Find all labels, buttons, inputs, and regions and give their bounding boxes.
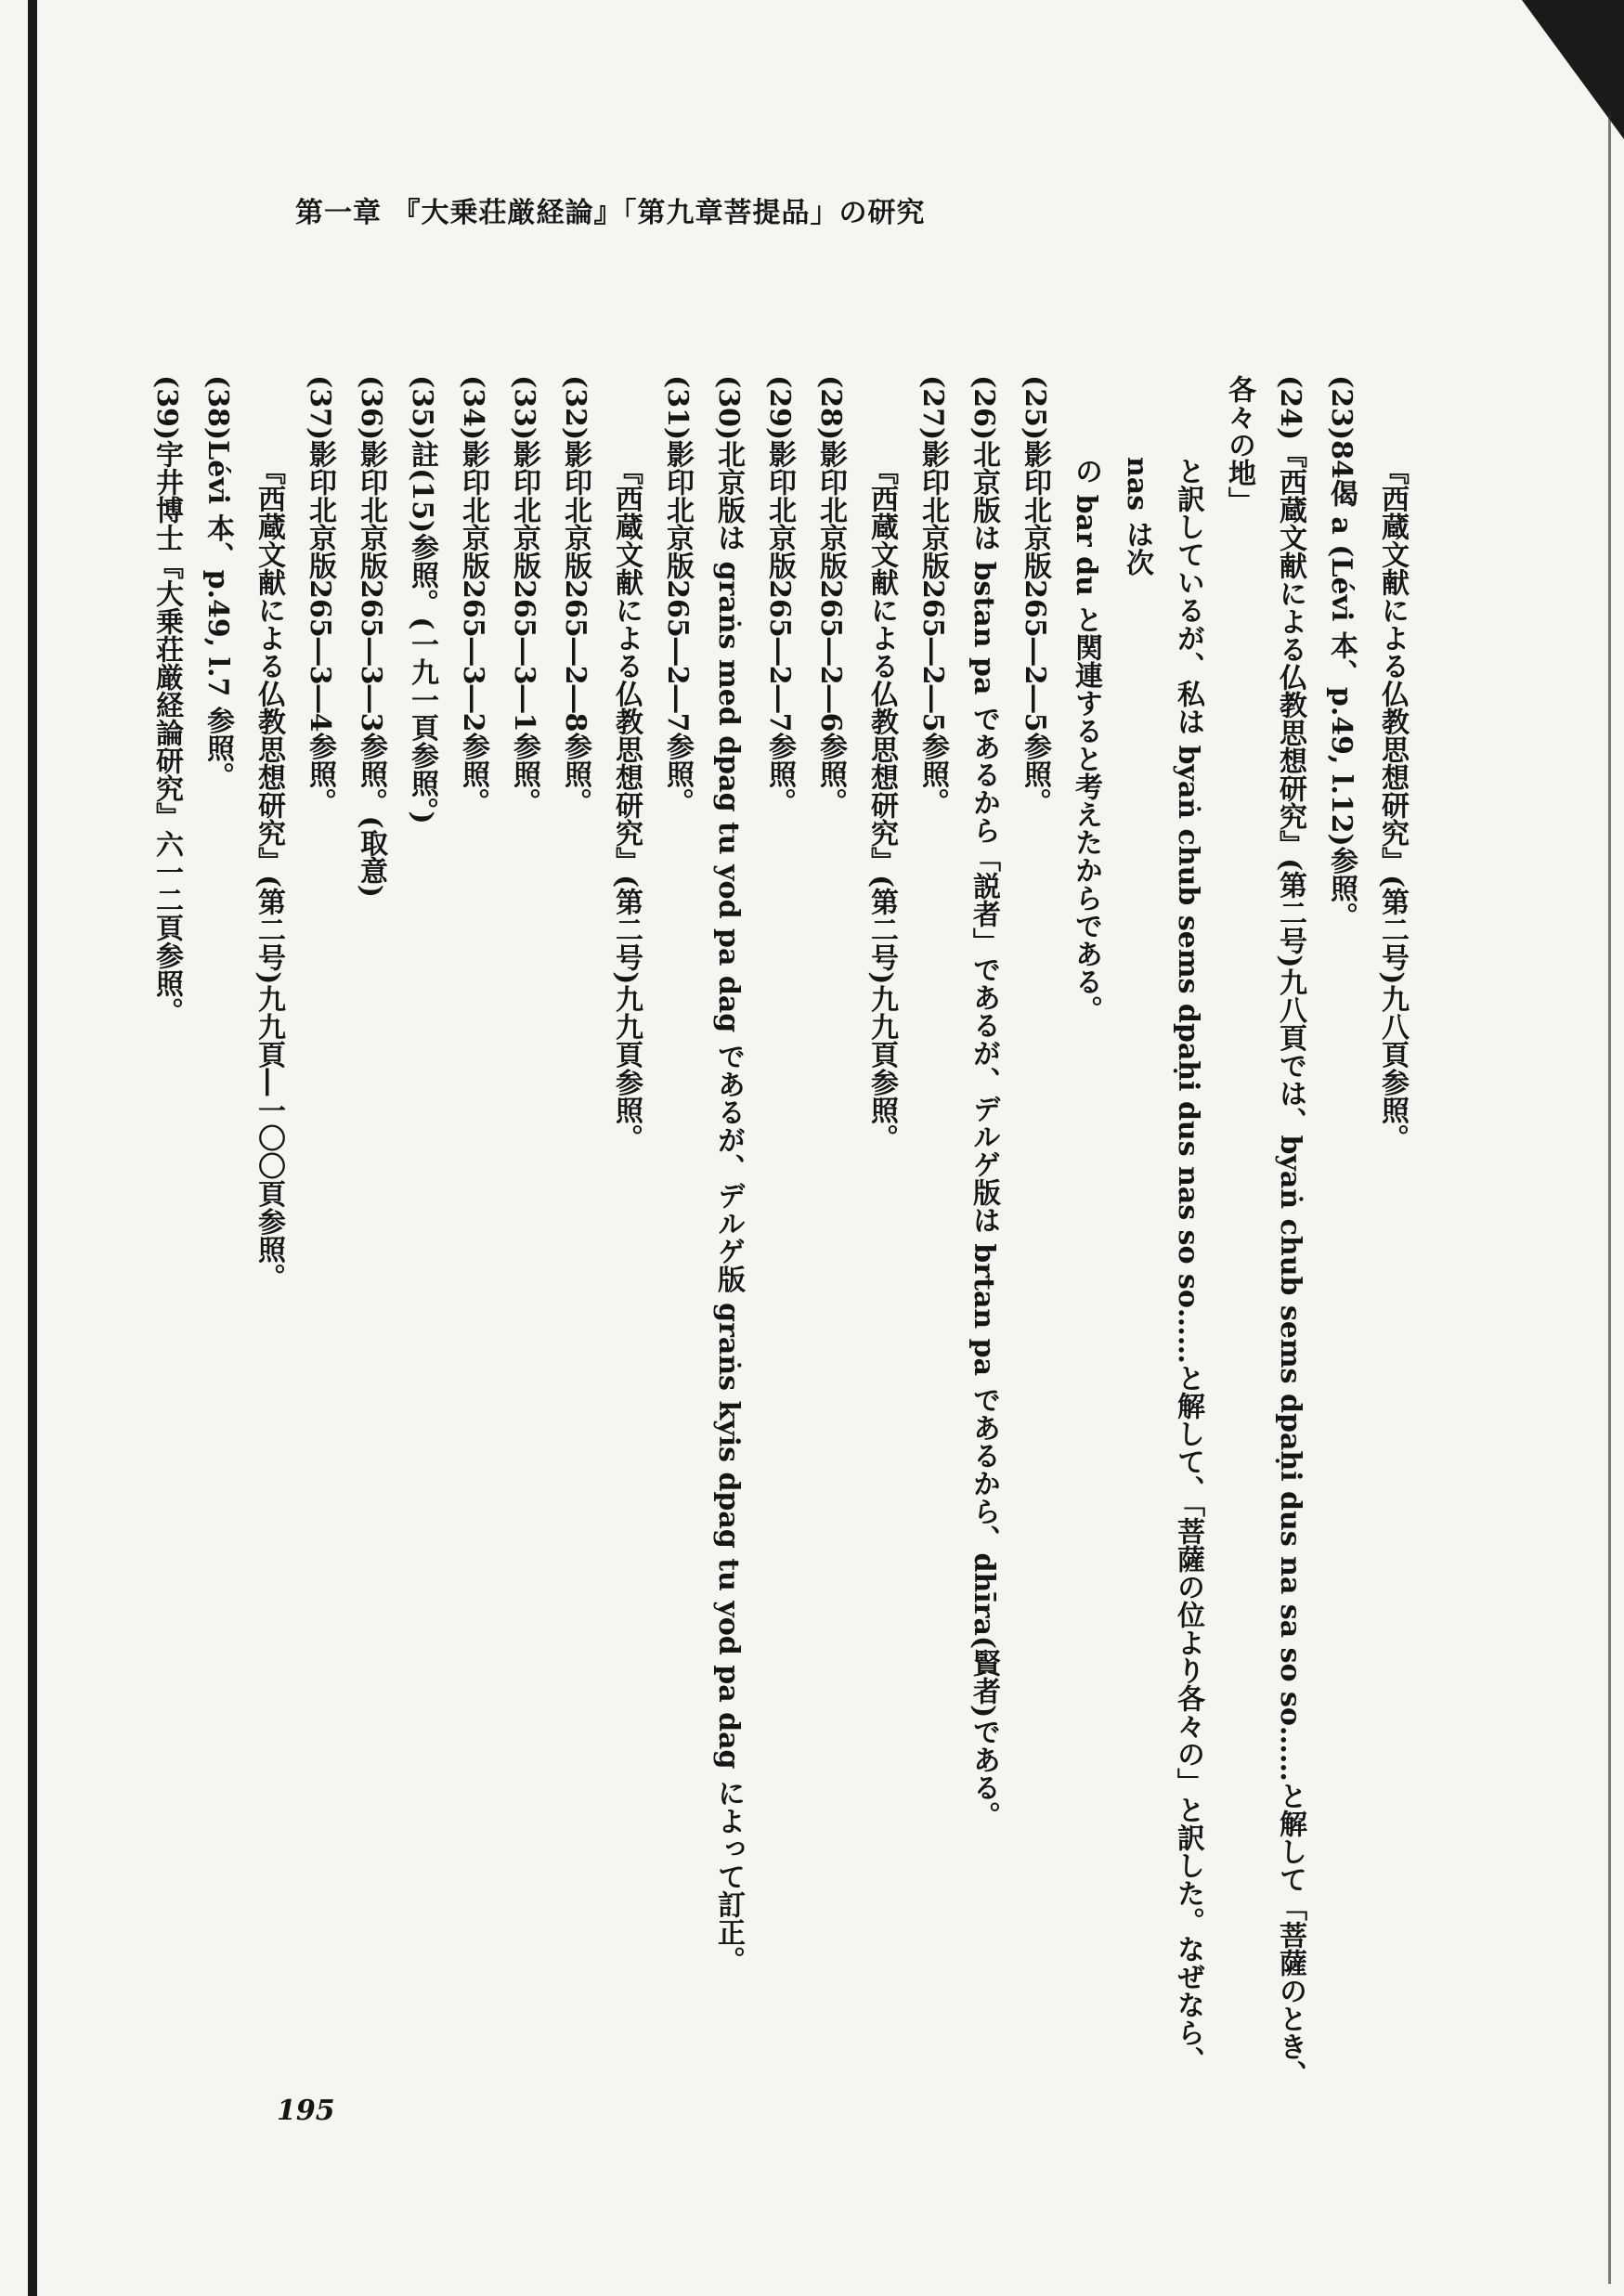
note-line: (28)影印北京版265―2―6参照。 [814,375,847,816]
page-number: 195 [277,2095,335,2127]
running-head: 第一章 『大乗荘厳経論』「第九章菩提品」の研究 [295,197,926,229]
note-continuation-line: 『西蔵文献による仏教思想研究』(第二号)九八頁参照。 [1376,457,1409,1152]
note-line: (38)Lévi 本、p.49, l.7 参照。 [201,375,234,790]
note-continuation-line: と訳しているが、私は byaṅ chub sems dpaḥi dus nas so so……と解して、「菩薩の位より各々の」と訳した。なぜなら、nas は次 [1121,457,1204,2074]
note-line: (33)影印北京版265―3―1参照。 [508,375,540,816]
note-continuation-line: 『西蔵文献による仏教思想研究』(第二号)九九頁参照。 [610,457,643,1152]
note-continuation-line: 『西蔵文献による仏教思想研究』(第二号)九九頁―一〇〇頁参照。 [253,457,285,1291]
note-line: (39)宇井博士『大乗荘厳経論研究』六一二頁参照。 [150,375,183,1026]
note-line: (31)影印北京版265―2―7参照。 [661,375,694,816]
note-line: (25)影印北京版265―2―5参照。 [1019,375,1051,816]
note-line: (29)影印北京版265―2―7参照。 [763,375,796,816]
note-continuation-line: 『西蔵文献による仏教思想研究』(第二号)九九頁参照。 [865,457,898,1152]
note-continuation-line: の bar du と関連すると考えたからである。 [1070,457,1102,1024]
notes-column [141,375,1418,2121]
scan-edge-left [28,0,37,2296]
note-line: (23)84偈 a (Lévi 本、p.49, l.12)参照。 [1325,375,1358,930]
note-line: (34)影印北京版265―3―2参照。 [457,375,489,816]
note-line: (36)影印北京版265―3―3参照。(取意) [355,375,387,898]
scan-edge-right [1608,111,1611,2284]
note-line: (26)北京版は bstan pa であるから「説者」であるが、デルゲ版は brtan pa であるから、dhīra(賢者)である。 [968,375,1000,1830]
note-line: (32)影印北京版265―2―8参照。 [559,375,591,816]
note-line: (37)影印北京版265―3―4参照。 [304,375,336,816]
note-line: (30)北京版は graṅs med dpag tu yod pa dag であるが、デルゲ版 graṅs kyis dpag tu yod pa dag によって訂正。 [712,375,745,1974]
note-line: (27)影印北京版265―2―5参照。 [916,375,949,816]
note-line: (24)『西蔵文献による仏教思想研究』(第二号)九八頁では、byaṅ chub sems dpaḥi dus na sa so so……と解して「菩薩のとき、各々の地」 [1223,375,1306,2088]
note-line: (35)註(15)参照。(一九一頁参照。) [406,375,438,824]
